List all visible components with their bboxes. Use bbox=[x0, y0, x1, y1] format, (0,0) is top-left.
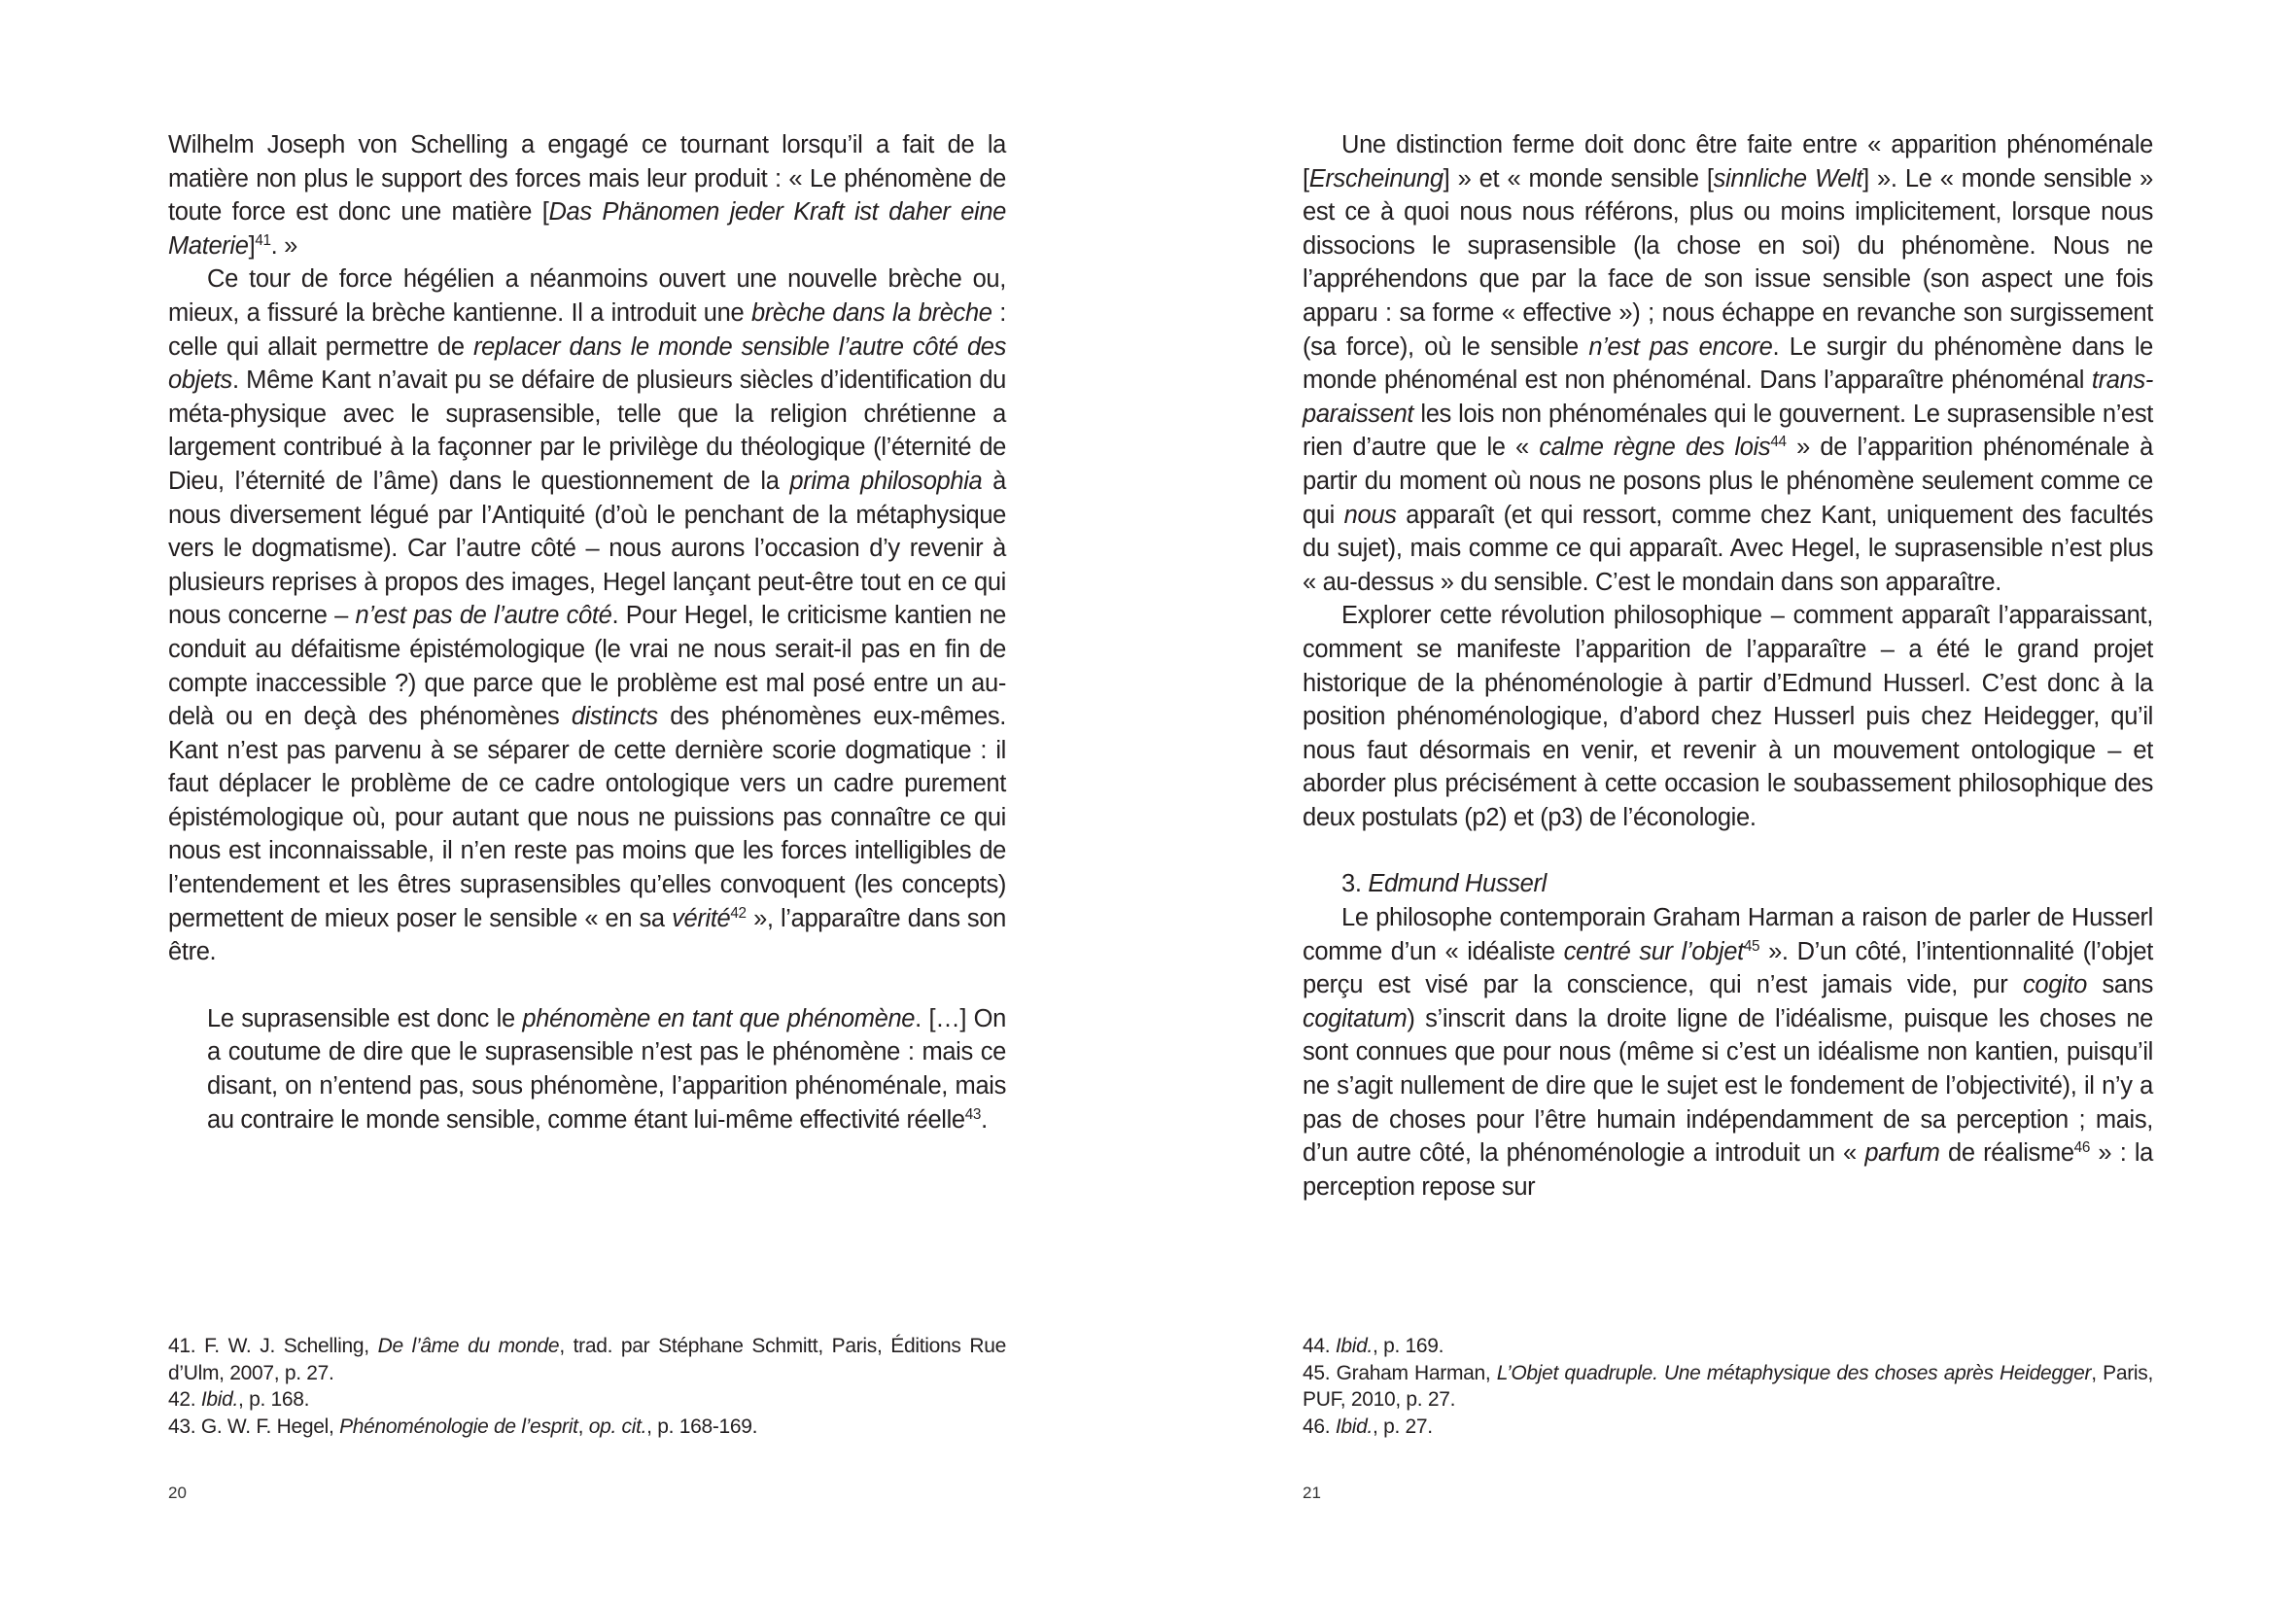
text: » : la perception repose sur bbox=[1303, 1139, 2154, 1201]
text: , p. 168. bbox=[238, 1388, 310, 1412]
italic-text: Das Phänomen jeder Kraft ist daher eine Materie bbox=[168, 198, 1006, 260]
text: , Paris, PUF, 2010, p. 27. bbox=[1303, 1361, 2153, 1412]
footnote bbox=[168, 1333, 1006, 1386]
italic-text: parfum bbox=[1864, 1139, 1940, 1168]
left-page bbox=[168, 0, 1006, 1607]
paragraph bbox=[168, 128, 1006, 262]
italic-text: op. cit. bbox=[588, 1415, 647, 1438]
footnote bbox=[1303, 1360, 2153, 1414]
footnote-ref: 44 bbox=[1770, 434, 1787, 451]
text: , bbox=[577, 1415, 589, 1438]
text: Wilhelm Joseph von Schelling a engagé ce tournant lorsqu’il a fait de la matière non plus le support des forces mais leur produit : « Le phénomène de toute force est donc une matière [ bbox=[168, 131, 1006, 227]
text: . […] On a coutume de dire que le suprasensible n’est pas le phénomène : mais ce disant, on n’entend pas, sous phénomène, l’apparition phénoménale, mais au contraire le monde sensible, comme étant lui-même effectivité réelle bbox=[207, 1004, 1006, 1134]
paragraph bbox=[168, 262, 1006, 968]
text: Explorer cette révolution philosophique – comment apparaît l’apparaissant, comment se manifeste l’apparition de l’apparaître – a été le grand projet historique de la phénoménologie à partir d’Edmund Husserl. C’est donc à la position phénoménologique, d’abord chez Husserl puis chez Heidegger, qu’il nous faut désormais en venir, et revenir à un mouvement ontologique – et aborder plus précisément à cette occasion le soubassement philosophique des deux postulats (p2) et (p3) de l’éconologie. bbox=[1303, 602, 2153, 831]
italic-text: De l’âme du monde bbox=[377, 1335, 560, 1357]
italic-text: nous bbox=[1343, 501, 1397, 529]
footnote-ref: 45 bbox=[1743, 937, 1760, 955]
block-quote bbox=[207, 1002, 1006, 1136]
text: ] » et « monde sensible [ bbox=[1443, 164, 1714, 192]
italic-text: Ibid. bbox=[1335, 1415, 1374, 1438]
footnote bbox=[168, 1386, 1006, 1414]
text: Une distinction ferme doit donc être faite entre « apparition phénoménale [ bbox=[1303, 131, 2153, 192]
text: », l’apparaître dans son être. bbox=[168, 904, 1007, 966]
text: Ce tour de force hégélien a néanmoins ouvert une nouvelle brèche ou, mieux, a fissuré la brèche kantienne. Il a introduit une bbox=[168, 265, 1006, 327]
text: ] ». Le « monde sensible » est ce à quoi nous nous référons, plus ou moins implicitement, lorsque nous dissocions le suprasensible (la chose en soi) du phénomène. Nous ne l’appréhendons que par la face de son issue sensible (son aspect une fois apparu : sa forme « effective ») ; nous échappe en revanche son surgissement (sa force), où le sensible bbox=[1303, 164, 2154, 361]
footnotes bbox=[168, 1333, 1006, 1440]
text: , p. 27. bbox=[1373, 1415, 1433, 1438]
italic-text: Erscheinung bbox=[1308, 164, 1444, 192]
text: 41. F. W. J. Schelling, bbox=[168, 1335, 378, 1357]
text: , p. 169. bbox=[1373, 1335, 1444, 1357]
text: à nous diversement légué par l’Antiquité (d’où le penchant de la métaphysique vers le dogmatisme). Car l’autre côté – nous aurons l’occasion d’y revenir à plusieurs reprises à propos des images, Hegel lançant peut-être tout en ce qui nous concerne – bbox=[168, 467, 1006, 630]
footnote-ref: 46 bbox=[2073, 1139, 2090, 1157]
italic-text: vérité bbox=[672, 904, 731, 932]
paragraph bbox=[1303, 901, 2153, 1204]
text: Le suprasensible est donc le bbox=[207, 1004, 523, 1032]
text: , trad. par Stéphane Schmitt, Paris, Éditions Rue d’Ulm, 2007, p. 27. bbox=[168, 1335, 1007, 1384]
text: ] bbox=[248, 231, 256, 260]
footnote-ref: 42 bbox=[730, 904, 747, 922]
italic-text: Phénoménologie de l’esprit bbox=[339, 1415, 578, 1438]
italic-text: n’est pas de l’autre côté bbox=[355, 602, 612, 630]
page-number: 20 bbox=[168, 1484, 187, 1502]
text: . bbox=[981, 1105, 988, 1134]
text: Le philosophe contemporain Graham Harman a raison de parler de Husserl comme d’un « idéaliste bbox=[1303, 904, 2153, 965]
footnote-ref: 43 bbox=[964, 1105, 982, 1123]
italic-text: L’Objet quadruple. Une métaphysique des choses après Heidegger bbox=[1496, 1361, 2092, 1384]
text: 43. G. W. F. Hegel, bbox=[168, 1415, 340, 1438]
right-page bbox=[1303, 0, 2153, 1607]
paragraph bbox=[1303, 128, 2153, 599]
italic-text: replacer dans le monde sensible l’autre côté des objets bbox=[168, 332, 1007, 395]
text: » de l’apparition phénoménale à partir du moment où nous ne posons plus le phénomène seulement comme ce qui bbox=[1303, 434, 2154, 529]
text: ». D’un côté, l’intentionnalité (l’objet perçu est visé par la conscience, qui n’est jamais vide, pur bbox=[1303, 937, 2154, 999]
text: 3. bbox=[1341, 870, 1369, 898]
text: de réalisme bbox=[1939, 1139, 2074, 1168]
body-text bbox=[168, 128, 1006, 1136]
italic-text: trans-paraissent bbox=[1303, 367, 2153, 428]
italic-text: cogito bbox=[2022, 971, 2087, 999]
italic-text: brèche dans la brèche bbox=[750, 298, 992, 327]
italic-text: calme règne des lois bbox=[1539, 434, 1771, 462]
text: 46. bbox=[1303, 1415, 1336, 1438]
italic-text: prima philosophia bbox=[789, 467, 983, 495]
text: des phénomènes eux-mêmes. Kant n’est pas parvenu à se séparer de cette dernière scorie dogmatique : il faut déplacer le problème de ce cadre ontologique vers un cadre purement épistémologique où, pour autant que nous ne puissions pas connaître ce qui nous est inconnaissable, il n’en reste pas moins que les forces intelligibles de l’entendement et les êtres suprasensibles qu’elles convoquent (les concepts) permettent de mieux poser le sensible « en sa bbox=[168, 703, 1006, 932]
text: . Même Kant n’avait pu se défaire de plusieurs siècles d’identification du méta-physique avec le suprasensible, telle que la religion chrétienne a largement contribué à la façonner par le privilège du théologique (l’éternité de Dieu, l’éternité de l’âme) dans le questionnement de la bbox=[168, 367, 1006, 495]
text: 44. bbox=[1303, 1335, 1336, 1357]
text: 42. bbox=[168, 1388, 201, 1412]
italic-text: Edmund Husserl bbox=[1368, 870, 1547, 898]
body-text bbox=[1303, 128, 2153, 1204]
italic-text: cogitatum bbox=[1303, 1004, 1408, 1032]
text: , p. 168-169. bbox=[646, 1415, 758, 1438]
page-number: 21 bbox=[1303, 1484, 1321, 1502]
paragraph bbox=[1303, 599, 2153, 834]
text: : celle qui allait permettre de bbox=[168, 298, 1006, 361]
italic-text: sinnliche Welt bbox=[1713, 164, 1863, 192]
text: 45. Graham Harman, bbox=[1303, 1361, 1497, 1384]
text: apparaît (et qui ressort, comme chez Kant, uniquement des facultés du sujet), mais comme ce qui apparaît. Avec Hegel, le suprasensible n’est plus « au-dessus » du sensible. C’est le mondain dans son apparaître. bbox=[1303, 501, 2153, 596]
footnote bbox=[168, 1414, 1006, 1441]
footnote bbox=[1303, 1333, 2153, 1360]
text: les lois non phénoménales qui le gouvernent. Le suprasensible n’est rien d’autre que le « bbox=[1303, 400, 2153, 462]
italic-text: Ibid. bbox=[1335, 1335, 1374, 1357]
text: . Pour Hegel, le criticisme kantien ne conduit au défaitisme épistémologique (le vrai ne nous serait-il pas en fin de compte inaccessible ?) que parce que le problème est mal posé entre un au-delà ou en deçà des phénomènes bbox=[168, 602, 1006, 731]
italic-text: centré sur l’objet bbox=[1563, 937, 1744, 965]
italic-text: n’est pas encore bbox=[1588, 332, 1773, 361]
footnote-ref: 41 bbox=[255, 231, 271, 249]
italic-text: distincts bbox=[571, 703, 658, 731]
footnote bbox=[1303, 1414, 2153, 1441]
footnotes bbox=[1303, 1333, 2153, 1440]
text: ) s’inscrit dans la droite ligne de l’idéalisme, puisque les choses ne sont connues que pour nous (même si c’est un idéalisme non kantien, puisqu’il ne s’agit nullement de dire que le sujet est le fondement de l’objectivité), il n’y a pas de choses pour l’être humain indépendamment de sa perception ; mais, d’un autre côté, la phénoménologie a introduit un « bbox=[1303, 1004, 2153, 1168]
italic-text: phénomène en tant que phénomène bbox=[522, 1004, 916, 1032]
text: sans bbox=[2086, 971, 2153, 999]
text: . » bbox=[270, 231, 297, 260]
italic-text: Ibid. bbox=[200, 1388, 239, 1412]
section-heading bbox=[1303, 867, 2153, 901]
text: . Le surgir du phénomène dans le monde phénoménal est non phénoménal. Dans l’apparaître phénoménal bbox=[1303, 332, 2153, 395]
